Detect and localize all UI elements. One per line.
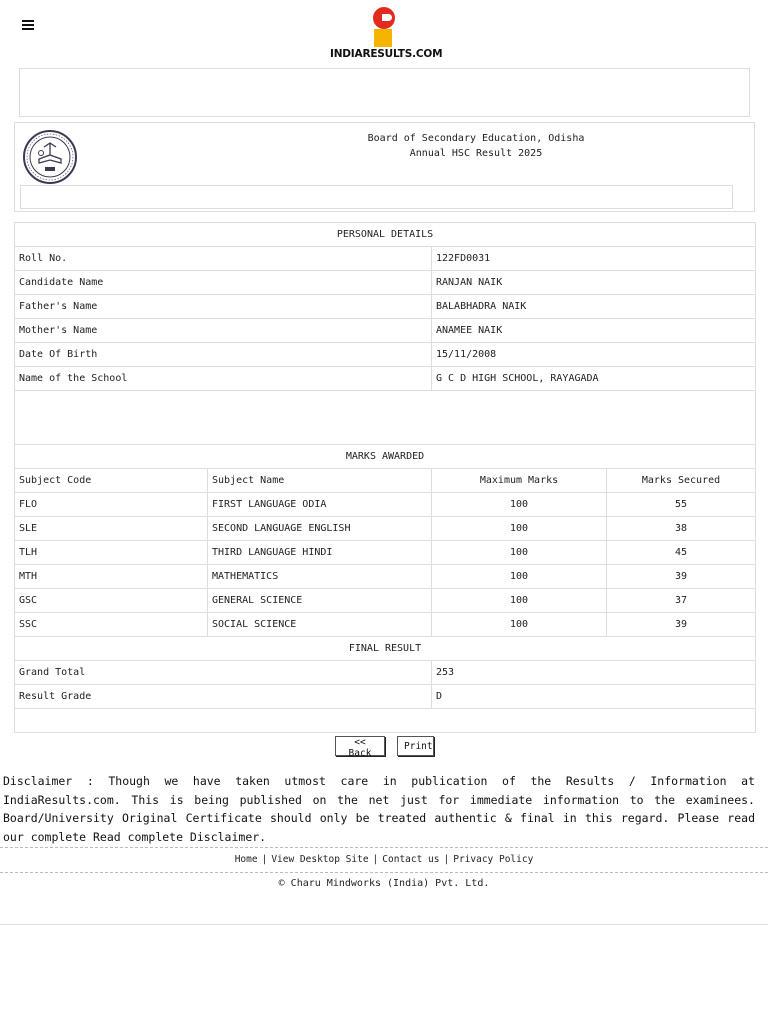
roll-no-value: 122FD0031 (432, 247, 756, 271)
subject-code: FLO (15, 493, 208, 517)
table-row (15, 343, 756, 367)
spacer-row (15, 391, 756, 445)
personal-details-heading: PERSONAL DETAILS (15, 223, 756, 247)
table-row (15, 589, 756, 613)
print-button[interactable]: Print (397, 736, 434, 756)
hamburger-menu-icon[interactable] (22, 20, 34, 31)
col-marks-secured: Marks Secured (607, 469, 756, 493)
max-marks: 100 (432, 565, 607, 589)
candidate-name-label: Candidate Name (15, 271, 432, 295)
table-row (15, 295, 756, 319)
max-marks: 100 (432, 589, 607, 613)
marks-secured: 38 (607, 517, 756, 541)
subject-code: GSC (15, 589, 208, 613)
footer-links: Home | View Desktop Site | Contact us | Privacy Policy (0, 847, 768, 873)
col-max-marks: Maximum Marks (432, 469, 607, 493)
marks-secured: 45 (607, 541, 756, 565)
footer-link-home[interactable]: Home (234, 854, 258, 865)
footer-link-contact[interactable]: Contact us (382, 854, 440, 865)
action-buttons (0, 736, 768, 758)
final-result-heading: FINAL RESULT (15, 637, 756, 661)
marks-secured: 55 (607, 493, 756, 517)
subject-code: SLE (15, 517, 208, 541)
exam-name: Annual HSC Result 2025 (409, 148, 543, 159)
disclaimer-text: Disclaimer : Though we have taken utmost care in publication of the Results / Information at IndiaResults.com. This is being published on the net just for immediate information to the examinees. Board/University Original Certificate should only be treated authentic & final in this regard. Please read our complete Read complete Disclaimer. (3, 774, 755, 844)
footer-link-desktop-site[interactable]: View Desktop Site (271, 854, 369, 865)
marks-header-row (15, 469, 756, 493)
copyright-text: © Charu Mindworks (India) Pvt. Ltd. (278, 878, 490, 889)
col-subject-code: Subject Code (15, 469, 208, 493)
logo-text: INDIARESULTS.COM (330, 48, 443, 60)
roll-no-label: Roll No. (15, 247, 432, 271)
father-name-value: BALABHADRA NAIK (432, 295, 756, 319)
table-row (15, 319, 756, 343)
candidate-name-value: RANJAN NAIK (432, 271, 756, 295)
school-label: Name of the School (15, 367, 432, 391)
mother-name-value: ANAMEE NAIK (432, 319, 756, 343)
board-header-box (14, 122, 755, 212)
site-header (0, 0, 768, 64)
site-logo[interactable] (330, 7, 443, 61)
subject-name: SOCIAL SCIENCE (208, 613, 432, 637)
table-row (15, 367, 756, 391)
back-button[interactable]: << Back (335, 736, 385, 756)
table-row (15, 613, 756, 637)
marks-secured: 37 (607, 589, 756, 613)
subject-name: MATHEMATICS (208, 565, 432, 589)
result-grade-value: D (432, 685, 756, 709)
subject-name: GENERAL SCIENCE (208, 589, 432, 613)
board-title (15, 131, 768, 161)
table-row (15, 247, 756, 271)
table-row (15, 661, 756, 685)
ad-placeholder (19, 68, 750, 117)
dob-value: 15/11/2008 (432, 343, 756, 367)
table-row (15, 541, 756, 565)
result-table (14, 222, 756, 733)
max-marks: 100 (432, 541, 607, 565)
dob-label: Date Of Birth (15, 343, 432, 367)
footer-link-privacy[interactable]: Privacy Policy (453, 854, 534, 865)
table-row (15, 517, 756, 541)
grand-total-label: Grand Total (15, 661, 432, 685)
father-name-label: Father's Name (15, 295, 432, 319)
grand-total-value: 253 (432, 661, 756, 685)
marks-awarded-heading: MARKS AWARDED (15, 445, 756, 469)
col-subject-name: Subject Name (208, 469, 432, 493)
logo-mark-icon (372, 7, 396, 47)
subject-name: SECOND LANGUAGE ENGLISH (208, 517, 432, 541)
table-row (15, 565, 756, 589)
table-row (15, 685, 756, 709)
table-row (15, 271, 756, 295)
mother-name-label: Mother's Name (15, 319, 432, 343)
marks-secured: 39 (607, 565, 756, 589)
school-value: G C D HIGH SCHOOL, RAYAGADA (432, 367, 756, 391)
table-row (15, 493, 756, 517)
max-marks: 100 (432, 613, 607, 637)
max-marks: 100 (432, 493, 607, 517)
max-marks: 100 (432, 517, 607, 541)
result-grade-label: Result Grade (15, 685, 432, 709)
subject-code: TLH (15, 541, 208, 565)
subject-code: SSC (15, 613, 208, 637)
board-inner-box (20, 185, 733, 209)
subject-name: FIRST LANGUAGE ODIA (208, 493, 432, 517)
bottom-divider (0, 924, 768, 925)
subject-name: THIRD LANGUAGE HINDI (208, 541, 432, 565)
subject-code: MTH (15, 565, 208, 589)
board-name: Board of Secondary Education, Odisha (367, 133, 585, 144)
empty-footer-row (15, 709, 756, 733)
marks-secured: 39 (607, 613, 756, 637)
